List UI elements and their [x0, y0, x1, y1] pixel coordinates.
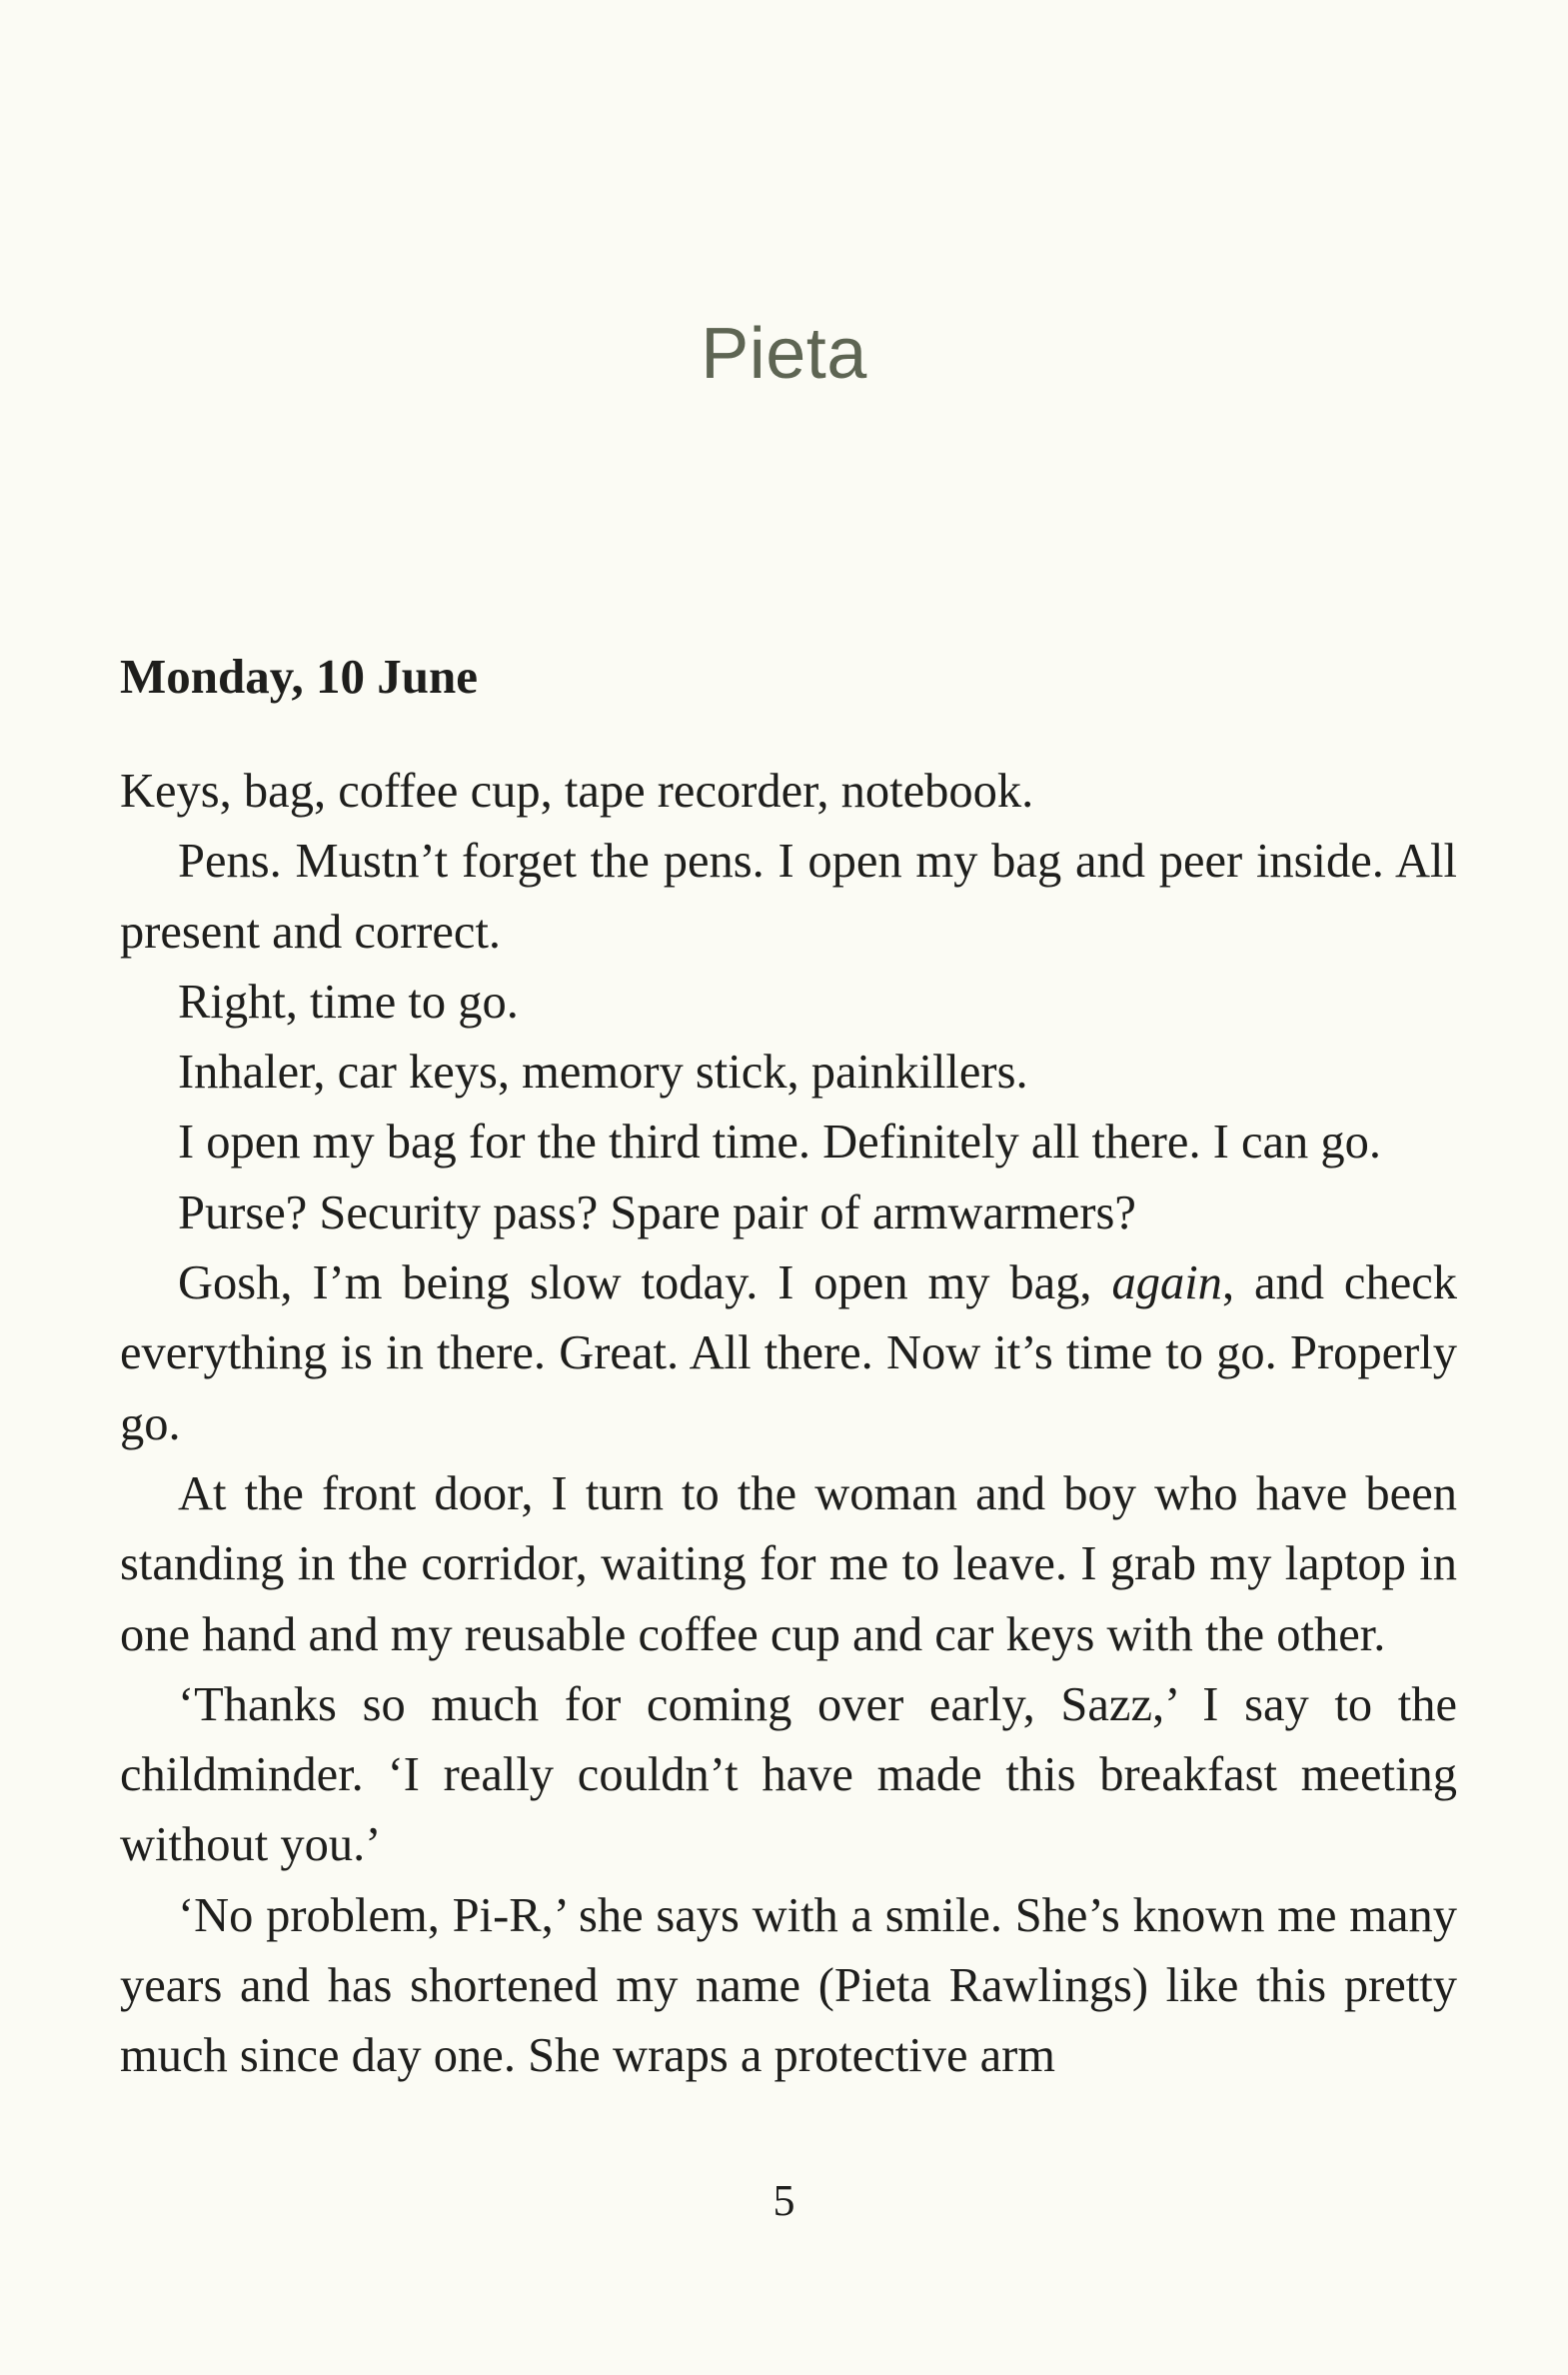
paragraph: At the front door, I turn to the woman and boy who have been standing in the corridor, waiting for me to leave. I grab my laptop in one hand and my reusable coffee cup and car keys with the other.: [120, 1466, 1457, 1661]
paragraph: [120, 1248, 1457, 1459]
paragraph: ‘No problem, Pi-R,’ she says with a smile. She’s known me many years and has shortened my name (Pieta Rawlings) like this pretty much since day one. She wraps a protective arm: [120, 1888, 1457, 2083]
paragraph: ‘Thanks so much for coming over early, Sazz,’ I say to the childminder. ‘I really couldn’t have made this breakfast meeting without you.’: [120, 1677, 1457, 1872]
body-text: [120, 757, 1457, 2092]
paragraph: Right, time to go.: [178, 975, 519, 1029]
paragraph: Keys, bag, coffee cup, tape recorder, notebook.: [120, 765, 1034, 818]
paragraph-text: Gosh, I’m being slow today. I open my bag,: [178, 1256, 1112, 1310]
paragraph: Inhaler, car keys, memory stick, painkillers.: [178, 1046, 1028, 1100]
page-number: 5: [773, 2176, 795, 2225]
chapter-title: Pieta: [701, 314, 867, 394]
emphasis-text: again: [1111, 1256, 1222, 1310]
paragraph: I open my bag for the third time. Definitely all there. I can go.: [178, 1116, 1382, 1170]
paragraph-text: , and check everything is in there. Great. All there. Now it’s time to go. Properly go.: [120, 1256, 1457, 1450]
paragraph: Pens. Mustn’t forget the pens. I open my bag and peer inside. All present and correct.: [120, 835, 1457, 959]
date-heading: Monday, 10 June: [120, 649, 479, 704]
paragraph: Purse? Security pass? Spare pair of armwarmers?: [178, 1186, 1136, 1239]
